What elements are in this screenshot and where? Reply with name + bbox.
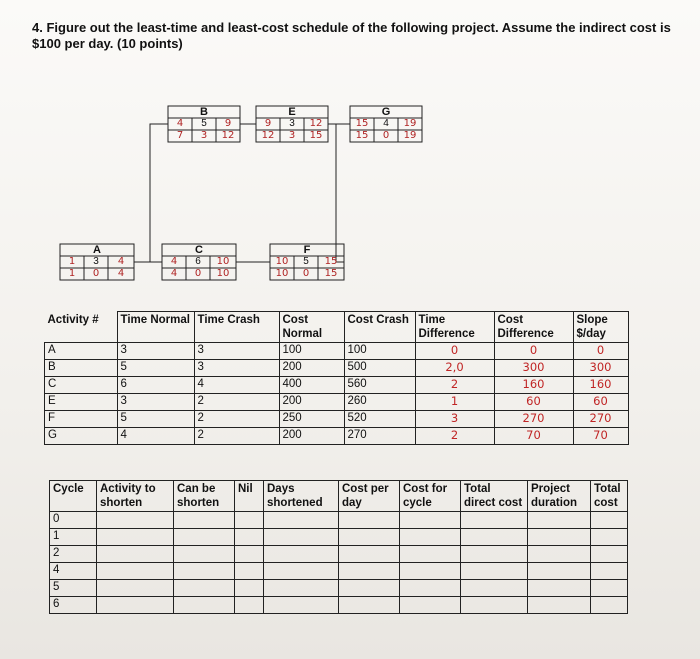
header-cost-per-day: Cost per day <box>339 481 400 512</box>
node-e-es: 9 <box>264 118 272 129</box>
cycle-cell: 4 <box>50 563 97 580</box>
header-activity-to-shorten: Activity to shorten <box>97 481 174 512</box>
activity-cell: F <box>45 411 118 428</box>
slope-cell: 70 <box>573 428 628 445</box>
table-row <box>45 394 629 411</box>
header-cost-crash: Cost Crash <box>344 312 415 343</box>
header-slope: Slope $/day <box>573 312 628 343</box>
header-cost-difference: Cost Difference <box>494 312 573 343</box>
header-project-duration: Project duration <box>528 481 591 512</box>
table-row <box>45 343 629 360</box>
node-g-label: G <box>381 106 391 118</box>
header-days-shortened: Days shortened <box>264 481 339 512</box>
time-normal-cell: 3 <box>117 394 194 411</box>
cycle-cell: 0 <box>50 512 97 529</box>
cycle-cell: 1 <box>50 529 97 546</box>
time-normal-cell: 5 <box>117 360 194 377</box>
cycle-table <box>49 480 628 614</box>
table-row <box>50 597 628 614</box>
node-g-ef: 19 <box>403 118 417 129</box>
activity-cell: A <box>45 343 118 360</box>
header-cost-for-cycle: Cost for cycle <box>400 481 461 512</box>
time-normal-cell: 4 <box>117 428 194 445</box>
header-can-be-shorten: Can be shorten <box>174 481 235 512</box>
activity-cell: B <box>45 360 118 377</box>
header-activity: Activity # <box>45 312 118 343</box>
cost-difference-cell: 300 <box>494 360 573 377</box>
table-row <box>45 377 629 394</box>
cost-normal-cell: 400 <box>279 377 344 394</box>
node-c-label: C <box>195 244 203 256</box>
node-b-slack: 3 <box>200 130 208 141</box>
header-total-direct-cost: Total direct cost <box>461 481 528 512</box>
node-c-ls: 4 <box>170 268 178 279</box>
activity-cell: G <box>45 428 118 445</box>
table-row <box>50 546 628 563</box>
cost-difference-cell: 70 <box>494 428 573 445</box>
cost-difference-cell: 160 <box>494 377 573 394</box>
time-difference-cell: 2 <box>415 377 494 394</box>
node-c-ef: 10 <box>216 256 230 267</box>
cost-crash-cell: 520 <box>344 411 415 428</box>
cost-normal-cell: 200 <box>279 394 344 411</box>
node-f-ef: 15 <box>324 256 338 267</box>
time-crash-cell: 2 <box>194 394 279 411</box>
node-a-ls: 1 <box>68 268 76 279</box>
node-b-label: B <box>200 106 208 118</box>
time-difference-cell: 2,0 <box>415 360 494 377</box>
activity-cell: C <box>45 377 118 394</box>
node-b-ls: 7 <box>176 130 184 141</box>
header-total-cost: Total cost <box>591 481 628 512</box>
node-f-ls: 10 <box>275 268 289 279</box>
cost-crash-cell: 270 <box>344 428 415 445</box>
node-g-es: 15 <box>355 118 369 129</box>
table-header-row <box>45 312 629 343</box>
node-g-ls: 15 <box>355 130 369 141</box>
cost-difference-cell: 0 <box>494 343 573 360</box>
time-normal-cell: 5 <box>117 411 194 428</box>
node-a-ef: 4 <box>117 256 125 267</box>
slope-cell: 160 <box>573 377 628 394</box>
cost-normal-cell: 200 <box>279 428 344 445</box>
cost-crash-cell: 260 <box>344 394 415 411</box>
node-b-ef: 9 <box>224 118 232 129</box>
time-difference-cell: 2 <box>415 428 494 445</box>
node-f-label: F <box>303 244 311 256</box>
node-e-slack: 3 <box>288 130 296 141</box>
cycle-cell: 5 <box>50 580 97 597</box>
table-row <box>50 563 628 580</box>
node-b-es: 4 <box>176 118 184 129</box>
cost-normal-cell: 200 <box>279 360 344 377</box>
crash-data-table <box>44 311 629 445</box>
time-difference-cell: 3 <box>415 411 494 428</box>
time-crash-cell: 2 <box>194 428 279 445</box>
table-row <box>50 512 628 529</box>
node-f-duration: 5 <box>303 256 309 267</box>
time-crash-cell: 3 <box>194 343 279 360</box>
cycle-cell: 2 <box>50 546 97 563</box>
header-time-normal: Time Normal <box>117 312 194 343</box>
node-a-duration: 3 <box>93 256 99 267</box>
table-row <box>45 360 629 377</box>
cost-crash-cell: 100 <box>344 343 415 360</box>
time-crash-cell: 4 <box>194 377 279 394</box>
table-row <box>50 580 628 597</box>
slope-cell: 0 <box>573 343 628 360</box>
header-time-difference: Time Difference <box>415 312 494 343</box>
header-cost-normal: Cost Normal <box>279 312 344 343</box>
slope-cell: 300 <box>573 360 628 377</box>
node-e-ef: 12 <box>309 118 323 129</box>
cost-normal-cell: 250 <box>279 411 344 428</box>
cost-difference-cell: 270 <box>494 411 573 428</box>
node-a-lf: 4 <box>117 268 125 279</box>
node-g-slack: 0 <box>382 130 390 141</box>
node-c-es: 4 <box>170 256 178 267</box>
node-f-lf: 15 <box>324 268 338 279</box>
node-b-lf: 12 <box>221 130 235 141</box>
table-header-row <box>50 481 628 512</box>
time-crash-cell: 2 <box>194 411 279 428</box>
node-c-duration: 6 <box>195 256 201 267</box>
node-e-label: E <box>288 106 296 118</box>
slope-cell: 270 <box>573 411 628 428</box>
node-f-slack: 0 <box>302 268 310 279</box>
time-normal-cell: 3 <box>117 343 194 360</box>
node-e-duration: 3 <box>289 118 295 129</box>
header-time-crash: Time Crash <box>194 312 279 343</box>
table-row <box>50 529 628 546</box>
table-row <box>45 411 629 428</box>
node-b-duration: 5 <box>201 118 207 129</box>
activity-cell: E <box>45 394 118 411</box>
time-crash-cell: 3 <box>194 360 279 377</box>
header-cycle: Cycle <box>50 481 97 512</box>
cycle-cell: 6 <box>50 597 97 614</box>
node-c-slack: 0 <box>194 268 202 279</box>
header-nil: Nil <box>235 481 264 512</box>
slope-cell: 60 <box>573 394 628 411</box>
cost-crash-cell: 500 <box>344 360 415 377</box>
node-c-lf: 10 <box>216 268 230 279</box>
node-a-label: A <box>93 244 101 256</box>
cost-crash-cell: 560 <box>344 377 415 394</box>
table-row <box>45 428 629 445</box>
time-normal-cell: 6 <box>117 377 194 394</box>
node-a-es: 1 <box>68 256 76 267</box>
node-g-lf: 19 <box>403 130 417 141</box>
time-difference-cell: 1 <box>415 394 494 411</box>
node-a-slack: 0 <box>92 268 100 279</box>
node-g-duration: 4 <box>383 118 389 129</box>
cost-difference-cell: 60 <box>494 394 573 411</box>
node-e-ls: 12 <box>261 130 275 141</box>
node-f-es: 10 <box>275 256 289 267</box>
question-text: 4. Figure out the least-time and least-cost schedule of the following project. Assume the indirect cost is $100 per day. (10 points) <box>32 20 671 51</box>
cost-normal-cell: 100 <box>279 343 344 360</box>
time-difference-cell: 0 <box>415 343 494 360</box>
node-e-lf: 15 <box>309 130 323 141</box>
